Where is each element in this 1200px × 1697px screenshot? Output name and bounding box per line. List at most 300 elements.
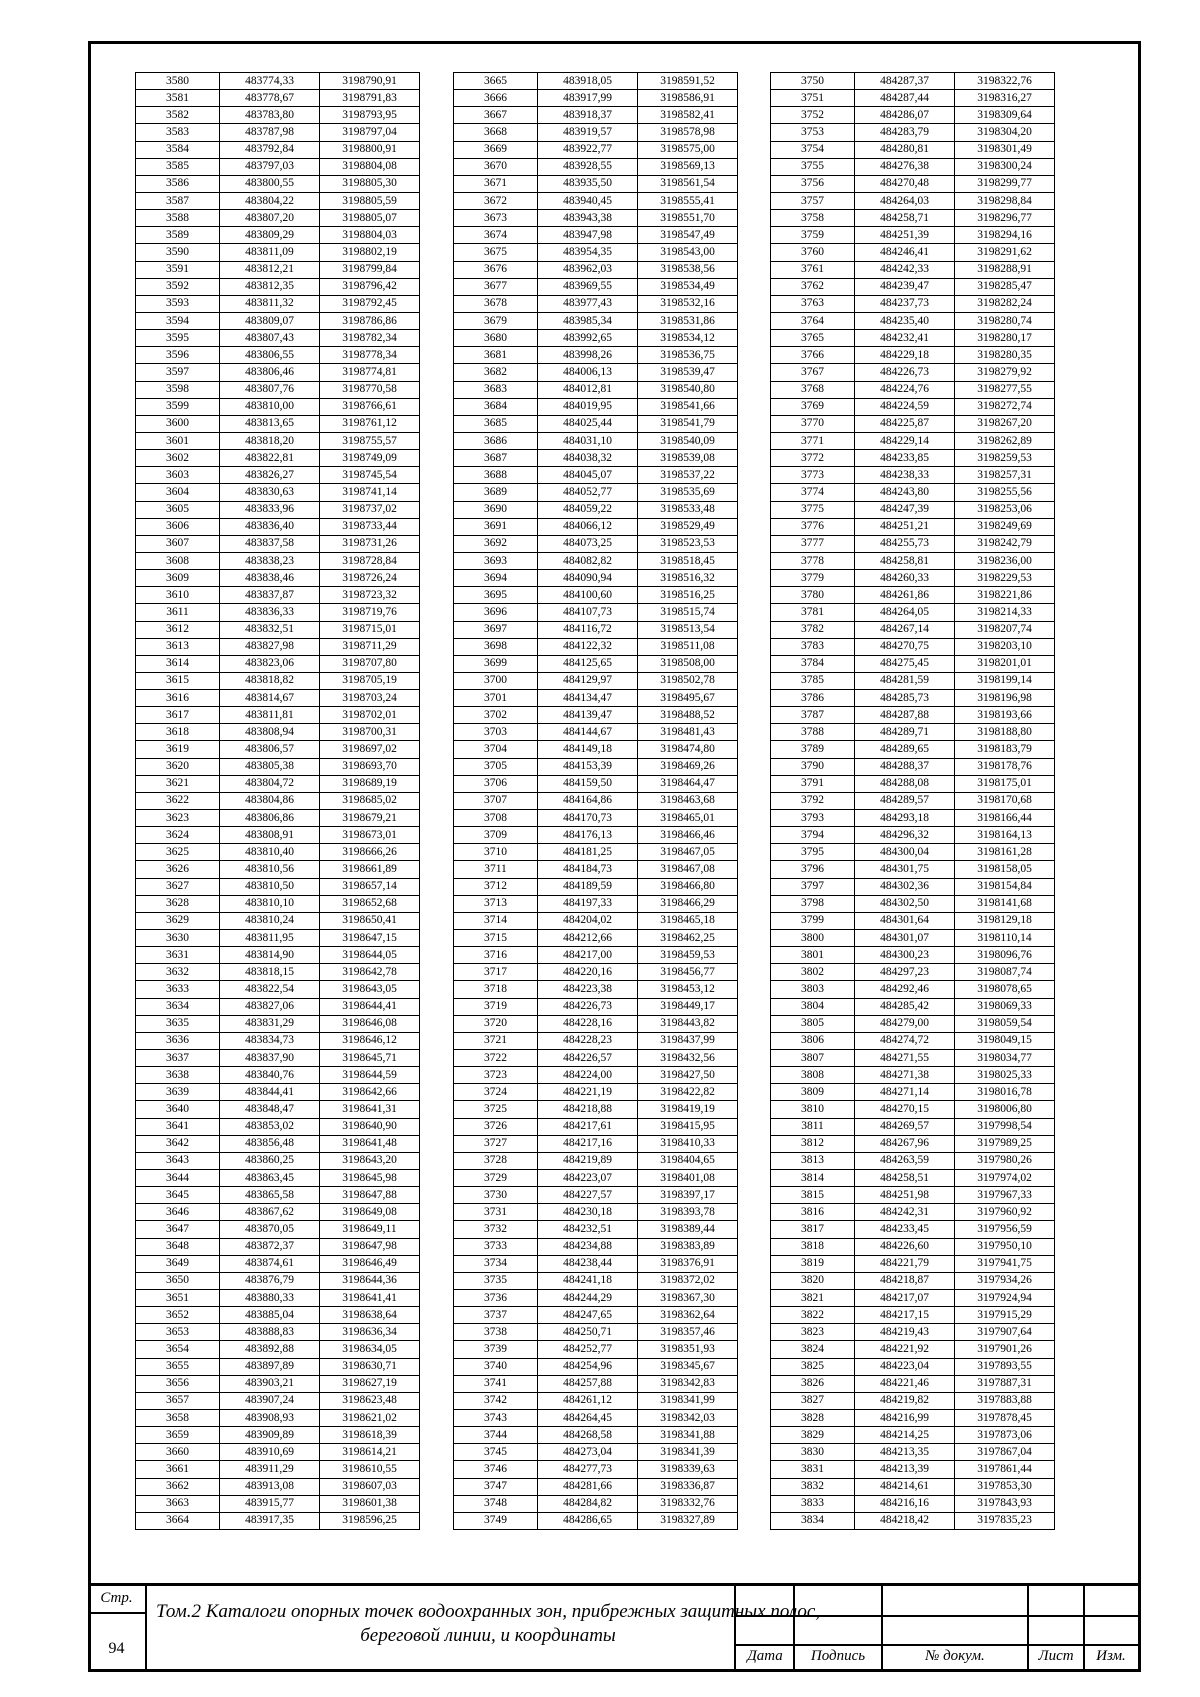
y-coordinate: 3198538,56 [638, 261, 738, 278]
x-coordinate: 484267,14 [855, 621, 955, 638]
x-coordinate: 484090,94 [538, 570, 638, 587]
y-coordinate: 3198229,53 [955, 570, 1055, 587]
x-coordinate: 484286,65 [538, 1512, 638, 1529]
table-row [136, 998, 420, 1015]
point-number: 3599 [136, 398, 220, 415]
point-number: 3768 [771, 381, 855, 398]
point-number: 3695 [454, 587, 538, 604]
x-coordinate: 484031,10 [538, 432, 638, 449]
y-coordinate: 3198376,91 [638, 1255, 738, 1272]
table-row [454, 398, 738, 415]
y-coordinate: 3198804,08 [320, 158, 420, 175]
y-coordinate: 3197956,59 [955, 1221, 1055, 1238]
table-row [771, 1478, 1055, 1495]
y-coordinate: 3197941,75 [955, 1255, 1055, 1272]
x-coordinate: 484258,81 [855, 552, 955, 569]
y-coordinate: 3198745,54 [320, 467, 420, 484]
x-coordinate: 484281,66 [538, 1478, 638, 1495]
y-coordinate: 3198203,10 [955, 638, 1055, 655]
point-number: 3620 [136, 758, 220, 775]
x-coordinate: 484229,14 [855, 432, 955, 449]
table-row [454, 1204, 738, 1221]
x-coordinate: 483844,41 [220, 1084, 320, 1101]
table-row [136, 775, 420, 792]
table-row [136, 1478, 420, 1495]
table-row [454, 981, 738, 998]
table-row [771, 1375, 1055, 1392]
y-coordinate: 3198719,76 [320, 604, 420, 621]
x-coordinate: 484219,43 [855, 1324, 955, 1341]
y-coordinate: 3198541,79 [638, 415, 738, 432]
point-number: 3765 [771, 330, 855, 347]
point-number: 3592 [136, 278, 220, 295]
table-row [771, 1170, 1055, 1187]
point-number: 3675 [454, 244, 538, 261]
x-coordinate: 484213,39 [855, 1461, 955, 1478]
table-row [771, 1392, 1055, 1409]
y-coordinate: 3198339,63 [638, 1461, 738, 1478]
y-coordinate: 3198516,25 [638, 587, 738, 604]
table-row [454, 330, 738, 347]
y-coordinate: 3198511,08 [638, 638, 738, 655]
table-row [136, 484, 420, 501]
table-row [771, 432, 1055, 449]
x-coordinate: 484218,88 [538, 1101, 638, 1118]
table-row [136, 1032, 420, 1049]
point-number: 3584 [136, 141, 220, 158]
y-coordinate: 3198257,31 [955, 467, 1055, 484]
point-number: 3610 [136, 587, 220, 604]
point-number: 3763 [771, 295, 855, 312]
point-number: 3711 [454, 861, 538, 878]
y-coordinate: 3198389,44 [638, 1221, 738, 1238]
y-coordinate: 3197960,92 [955, 1204, 1055, 1221]
table-row [454, 655, 738, 672]
point-number: 3606 [136, 518, 220, 535]
table-row [771, 655, 1055, 672]
table-row [136, 1375, 420, 1392]
point-number: 3631 [136, 947, 220, 964]
table-row [454, 158, 738, 175]
table-row [454, 1015, 738, 1032]
y-coordinate: 3198456,77 [638, 964, 738, 981]
point-number: 3708 [454, 810, 538, 827]
y-coordinate: 3198647,98 [320, 1238, 420, 1255]
table-row [454, 604, 738, 621]
table-row [771, 73, 1055, 90]
point-number: 3684 [454, 398, 538, 415]
x-coordinate: 483834,73 [220, 1032, 320, 1049]
y-coordinate: 3198069,33 [955, 998, 1055, 1015]
y-coordinate: 3197915,29 [955, 1307, 1055, 1324]
y-coordinate: 3198154,84 [955, 878, 1055, 895]
table-row [771, 1032, 1055, 1049]
x-coordinate: 484239,47 [855, 278, 955, 295]
table-row [136, 312, 420, 329]
x-coordinate: 483908,93 [220, 1409, 320, 1426]
y-coordinate: 3198049,15 [955, 1032, 1055, 1049]
table-row [454, 432, 738, 449]
y-coordinate: 3198705,19 [320, 672, 420, 689]
point-number: 3761 [771, 261, 855, 278]
coordinates-table-1 [135, 72, 420, 1530]
y-coordinate: 3198272,74 [955, 398, 1055, 415]
table-row [454, 1152, 738, 1169]
table-row [771, 861, 1055, 878]
point-number: 3649 [136, 1255, 220, 1272]
point-number: 3679 [454, 312, 538, 329]
table-row [454, 124, 738, 141]
table-row [136, 467, 420, 484]
table-row [454, 1255, 738, 1272]
x-coordinate: 484225,87 [855, 415, 955, 432]
point-number: 3730 [454, 1187, 538, 1204]
table-row [136, 330, 420, 347]
table-row [454, 1461, 738, 1478]
y-coordinate: 3198199,14 [955, 672, 1055, 689]
x-coordinate: 483832,51 [220, 621, 320, 638]
x-coordinate: 484226,57 [538, 1050, 638, 1067]
x-coordinate: 484237,73 [855, 295, 955, 312]
x-coordinate: 483822,81 [220, 450, 320, 467]
point-number: 3591 [136, 261, 220, 278]
point-number: 3604 [136, 484, 220, 501]
point-number: 3771 [771, 432, 855, 449]
y-coordinate: 3198401,08 [638, 1170, 738, 1187]
point-number: 3831 [771, 1461, 855, 1478]
point-number: 3706 [454, 775, 538, 792]
y-coordinate: 3198805,30 [320, 175, 420, 192]
point-number: 3676 [454, 261, 538, 278]
x-coordinate: 483867,62 [220, 1204, 320, 1221]
point-number: 3714 [454, 912, 538, 929]
point-number: 3682 [454, 364, 538, 381]
x-coordinate: 483962,03 [538, 261, 638, 278]
point-number: 3615 [136, 672, 220, 689]
y-coordinate: 3198685,02 [320, 792, 420, 809]
y-coordinate: 3198341,99 [638, 1392, 738, 1409]
y-coordinate: 3198296,77 [955, 210, 1055, 227]
point-number: 3710 [454, 844, 538, 861]
table-row [454, 467, 738, 484]
table-row [454, 1118, 738, 1135]
table-row [136, 1341, 420, 1358]
x-coordinate: 484261,12 [538, 1392, 638, 1409]
table-row [771, 775, 1055, 792]
table-row [136, 381, 420, 398]
point-number: 3654 [136, 1341, 220, 1358]
x-coordinate: 484228,23 [538, 1032, 638, 1049]
point-number: 3750 [771, 73, 855, 90]
x-coordinate: 484270,15 [855, 1101, 955, 1118]
x-coordinate: 483838,46 [220, 570, 320, 587]
x-coordinate: 484059,22 [538, 501, 638, 518]
y-coordinate: 3197893,55 [955, 1358, 1055, 1375]
table-row [771, 930, 1055, 947]
table-row [136, 501, 420, 518]
x-coordinate: 484263,59 [855, 1152, 955, 1169]
y-coordinate: 3198529,49 [638, 518, 738, 535]
point-number: 3828 [771, 1409, 855, 1426]
y-coordinate: 3197934,26 [955, 1272, 1055, 1289]
x-coordinate: 484221,79 [855, 1255, 955, 1272]
point-number: 3806 [771, 1032, 855, 1049]
table-row [771, 364, 1055, 381]
x-coordinate: 483853,02 [220, 1118, 320, 1135]
point-number: 3617 [136, 707, 220, 724]
table-row [136, 107, 420, 124]
table-row [771, 535, 1055, 552]
x-coordinate: 483827,06 [220, 998, 320, 1015]
y-coordinate: 3198643,05 [320, 981, 420, 998]
table-row [771, 707, 1055, 724]
x-coordinate: 483836,40 [220, 518, 320, 535]
point-number: 3779 [771, 570, 855, 587]
point-number: 3638 [136, 1067, 220, 1084]
y-coordinate: 3198078,65 [955, 981, 1055, 998]
x-coordinate: 483804,86 [220, 792, 320, 809]
y-coordinate: 3198640,90 [320, 1118, 420, 1135]
point-number: 3717 [454, 964, 538, 981]
table-row [771, 1015, 1055, 1032]
point-number: 3744 [454, 1427, 538, 1444]
table-row [454, 1512, 738, 1529]
point-number: 3713 [454, 895, 538, 912]
y-coordinate: 3198723,32 [320, 587, 420, 604]
point-number: 3598 [136, 381, 220, 398]
x-coordinate: 484019,95 [538, 398, 638, 415]
point-number: 3697 [454, 621, 538, 638]
table-row [771, 1050, 1055, 1067]
table-row [454, 912, 738, 929]
point-number: 3622 [136, 792, 220, 809]
y-coordinate: 3198242,79 [955, 535, 1055, 552]
point-number: 3756 [771, 175, 855, 192]
point-number: 3699 [454, 655, 538, 672]
y-coordinate: 3198618,39 [320, 1427, 420, 1444]
x-coordinate: 483837,87 [220, 587, 320, 604]
point-number: 3582 [136, 107, 220, 124]
table-row [454, 1050, 738, 1067]
y-coordinate: 3198410,33 [638, 1135, 738, 1152]
point-number: 3640 [136, 1101, 220, 1118]
y-coordinate: 3197907,64 [955, 1324, 1055, 1341]
x-coordinate: 484285,42 [855, 998, 955, 1015]
table-row [136, 981, 420, 998]
y-coordinate: 3198805,59 [320, 192, 420, 209]
x-coordinate: 484218,87 [855, 1272, 955, 1289]
table-row [771, 947, 1055, 964]
point-number: 3745 [454, 1444, 538, 1461]
x-coordinate: 483917,35 [220, 1512, 320, 1529]
point-number: 3797 [771, 878, 855, 895]
y-coordinate: 3198322,76 [955, 73, 1055, 90]
x-coordinate: 483810,24 [220, 912, 320, 929]
point-number: 3729 [454, 1170, 538, 1187]
x-coordinate: 484223,07 [538, 1170, 638, 1187]
table-row [771, 175, 1055, 192]
x-coordinate: 484122,32 [538, 638, 638, 655]
point-number: 3651 [136, 1289, 220, 1306]
y-coordinate: 3198644,59 [320, 1067, 420, 1084]
y-coordinate: 3198467,05 [638, 844, 738, 861]
x-coordinate: 484220,16 [538, 964, 638, 981]
x-coordinate: 484107,73 [538, 604, 638, 621]
y-coordinate: 3198793,95 [320, 107, 420, 124]
point-number: 3731 [454, 1204, 538, 1221]
point-number: 3821 [771, 1289, 855, 1306]
y-coordinate: 3198309,64 [955, 107, 1055, 124]
y-coordinate: 3198141,68 [955, 895, 1055, 912]
point-number: 3719 [454, 998, 538, 1015]
x-coordinate: 483870,05 [220, 1221, 320, 1238]
point-number: 3815 [771, 1187, 855, 1204]
table-row [771, 347, 1055, 364]
y-coordinate: 3198726,24 [320, 570, 420, 587]
x-coordinate: 483810,40 [220, 844, 320, 861]
table-row [454, 278, 738, 295]
x-coordinate: 483810,56 [220, 861, 320, 878]
point-number: 3585 [136, 158, 220, 175]
x-coordinate: 484292,46 [855, 981, 955, 998]
x-coordinate: 483903,21 [220, 1375, 320, 1392]
table-row [454, 107, 738, 124]
x-coordinate: 484243,80 [855, 484, 955, 501]
y-coordinate: 3198644,05 [320, 947, 420, 964]
x-coordinate: 483792,84 [220, 141, 320, 158]
x-coordinate: 484289,65 [855, 741, 955, 758]
table-row [771, 1495, 1055, 1512]
table-row [136, 1289, 420, 1306]
x-coordinate: 483823,06 [220, 655, 320, 672]
table-row [771, 330, 1055, 347]
y-coordinate: 3198645,98 [320, 1170, 420, 1187]
x-coordinate: 484268,58 [538, 1427, 638, 1444]
y-coordinate: 3198641,41 [320, 1289, 420, 1306]
x-coordinate: 483918,05 [538, 73, 638, 90]
x-coordinate: 484219,82 [855, 1392, 955, 1409]
x-coordinate: 483872,37 [220, 1238, 320, 1255]
point-number: 3742 [454, 1392, 538, 1409]
table-row [136, 124, 420, 141]
point-number: 3759 [771, 227, 855, 244]
table-row [136, 621, 420, 638]
table-row [771, 1221, 1055, 1238]
point-number: 3781 [771, 604, 855, 621]
x-coordinate: 483876,79 [220, 1272, 320, 1289]
y-coordinate: 3198259,53 [955, 450, 1055, 467]
document-title: Том.2 Каталоги опорных точек водоохранных зон, прибрежных защитных полос, береговой линии, и координаты [155, 1601, 821, 1646]
table-row [454, 1392, 738, 1409]
x-coordinate: 484296,32 [855, 827, 955, 844]
point-number: 3653 [136, 1324, 220, 1341]
y-coordinate: 3198800,91 [320, 141, 420, 158]
table-row [136, 895, 420, 912]
point-number: 3594 [136, 312, 220, 329]
point-number: 3701 [454, 690, 538, 707]
x-coordinate: 484287,44 [855, 90, 955, 107]
x-coordinate: 483806,46 [220, 364, 320, 381]
table-row [454, 364, 738, 381]
y-coordinate: 3198158,05 [955, 861, 1055, 878]
table-row [136, 1307, 420, 1324]
table-row [136, 1221, 420, 1238]
y-coordinate: 3197861,44 [955, 1461, 1055, 1478]
table-row [454, 570, 738, 587]
x-coordinate: 484226,73 [538, 998, 638, 1015]
x-coordinate: 484038,32 [538, 450, 638, 467]
point-number: 3812 [771, 1135, 855, 1152]
title-block [88, 1583, 1141, 1672]
y-coordinate: 3198532,16 [638, 295, 738, 312]
table-row [454, 450, 738, 467]
y-coordinate: 3198288,91 [955, 261, 1055, 278]
y-coordinate: 3198652,68 [320, 895, 420, 912]
x-coordinate: 484260,33 [855, 570, 955, 587]
y-coordinate: 3198175,01 [955, 775, 1055, 792]
x-coordinate: 484221,19 [538, 1084, 638, 1101]
y-coordinate: 3198059,54 [955, 1015, 1055, 1032]
x-coordinate: 484234,88 [538, 1238, 638, 1255]
table-row [454, 244, 738, 261]
table-row [771, 107, 1055, 124]
y-coordinate: 3198755,57 [320, 432, 420, 449]
point-number: 3728 [454, 1152, 538, 1169]
y-coordinate: 3198129,18 [955, 912, 1055, 929]
point-number: 3689 [454, 484, 538, 501]
point-number: 3766 [771, 347, 855, 364]
point-number: 3673 [454, 210, 538, 227]
x-coordinate: 484257,88 [538, 1375, 638, 1392]
y-coordinate: 3198679,21 [320, 810, 420, 827]
x-coordinate: 484224,76 [855, 381, 955, 398]
point-number: 3590 [136, 244, 220, 261]
point-number: 3808 [771, 1067, 855, 1084]
point-number: 3753 [771, 124, 855, 141]
point-number: 3658 [136, 1409, 220, 1426]
point-number: 3788 [771, 724, 855, 741]
table-row [454, 295, 738, 312]
point-number: 3635 [136, 1015, 220, 1032]
x-coordinate: 483985,34 [538, 312, 638, 329]
table-row [771, 124, 1055, 141]
y-coordinate: 3198279,92 [955, 364, 1055, 381]
y-coordinate: 3198188,80 [955, 724, 1055, 741]
point-number: 3743 [454, 1409, 538, 1426]
table-row [136, 861, 420, 878]
x-coordinate: 483809,29 [220, 227, 320, 244]
table-row [454, 1238, 738, 1255]
y-coordinate: 3198591,52 [638, 73, 738, 90]
x-coordinate: 484251,98 [855, 1187, 955, 1204]
x-coordinate: 484216,99 [855, 1409, 955, 1426]
y-coordinate: 3198193,66 [955, 707, 1055, 724]
table-row [771, 312, 1055, 329]
point-number: 3616 [136, 690, 220, 707]
x-coordinate: 483830,63 [220, 484, 320, 501]
y-coordinate: 3198796,42 [320, 278, 420, 295]
y-coordinate: 3198516,32 [638, 570, 738, 587]
table-row [136, 278, 420, 295]
y-coordinate: 3198642,66 [320, 1084, 420, 1101]
table-row [454, 192, 738, 209]
table-row [771, 501, 1055, 518]
table-row [454, 672, 738, 689]
point-number: 3700 [454, 672, 538, 689]
y-coordinate: 3198741,14 [320, 484, 420, 501]
table-row [771, 1187, 1055, 1204]
table-row [136, 210, 420, 227]
